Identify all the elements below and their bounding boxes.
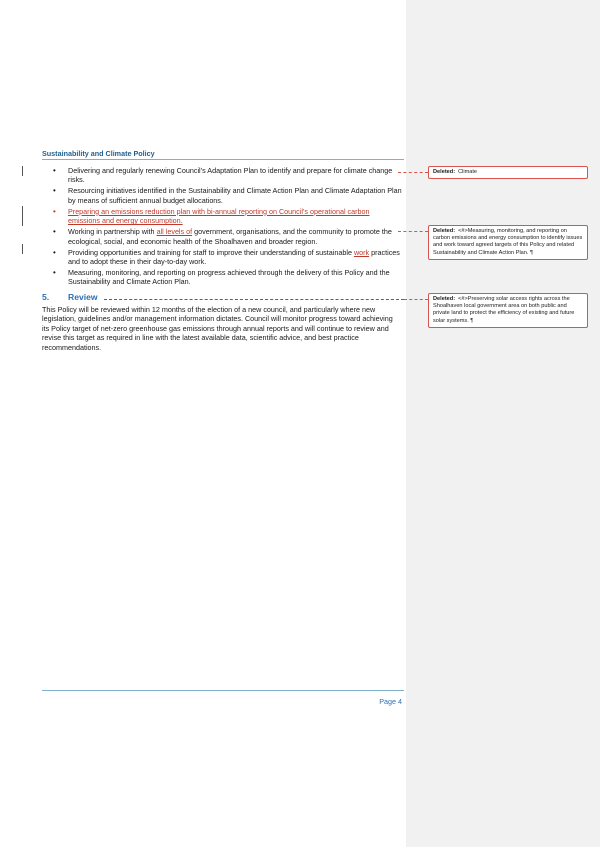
- list-item: • Measuring, monitoring, and reporting on progress achieved through the delivery of this Policy and the Sustainability and Climate Action Plan.: [52, 268, 402, 287]
- list-item: • Providing opportunities and training for staff to improve their understanding of sustainable work practices and to adopt these in their day-to-day work.: [52, 248, 402, 267]
- page-number: Page 4: [379, 697, 402, 706]
- list-item: • Resourcing initiatives identified in the Sustainability and Climate Action Plan and Climate Adaptation Plan by means of sufficient annual budget allocations.: [52, 186, 402, 205]
- section-number: 5.: [42, 292, 50, 302]
- comment-connector: [398, 172, 428, 173]
- markup-pane: [406, 0, 600, 847]
- comment-text: <#>Measuring, monitoring, and reporting on carbon emissions and energy consumption to identify issues and work toward agreed targets of this Policy and related Sustainability and Climate Action Plan. ¶: [433, 228, 583, 256]
- comment-text: Climate: [458, 169, 478, 175]
- inserted-text: work: [353, 247, 370, 257]
- comment-connector: [404, 299, 428, 300]
- list-item-inserted: • Preparing an emissions reduction plan with bi-annual reporting on Council’s operational carbon emissions and energy consumption.: [52, 207, 402, 226]
- section-title: Review: [68, 292, 98, 302]
- comment-connector: [398, 231, 428, 232]
- comment-balloon[interactable]: [428, 166, 588, 179]
- footer-rule: [42, 690, 404, 691]
- page-header-title: Sustainability and Climate Policy: [42, 149, 155, 158]
- review-paragraph: This Policy will be reviewed within 12 months of the election of a new council, and particularly where new legislation, guidelines and/or management information dictates. Council will monitor progress toward achieving its Policy target of net-zero greenhouse gas emissions through annual reports and will continue to review and revise this target as required in line with the latest available data, scientific advice, and best practice recommendations.: [42, 305, 393, 352]
- change-bar: [22, 206, 23, 226]
- header-rule: [42, 159, 404, 160]
- comment-balloon[interactable]: [428, 293, 588, 328]
- comment-label: Deleted:: [433, 228, 456, 234]
- section-heading: [42, 292, 98, 302]
- list-item: • Delivering and regularly renewing Council’s Adaptation Plan to identify and prepare for climate change risks.: [52, 166, 402, 185]
- comment-label: Deleted:: [433, 296, 456, 302]
- list-item: • Working in partnership with all levels of government, organisations, and the community to promote the ecological, social, and economic health of the Shoalhaven and broader region.: [52, 227, 402, 246]
- change-bar: [22, 244, 23, 254]
- comment-balloon[interactable]: [428, 225, 588, 260]
- inserted-text: all levels of: [156, 227, 193, 237]
- policy-bullet-list: [52, 166, 402, 288]
- comment-text: <#>Preserving solar access rights across the Shoalhaven local government area on both public and private land to protect the efficiency of existing and future solar systems. ¶: [433, 296, 575, 324]
- heading-tracked-line: [104, 299, 404, 300]
- comment-label: Deleted:: [433, 169, 456, 175]
- change-bar: [22, 166, 23, 176]
